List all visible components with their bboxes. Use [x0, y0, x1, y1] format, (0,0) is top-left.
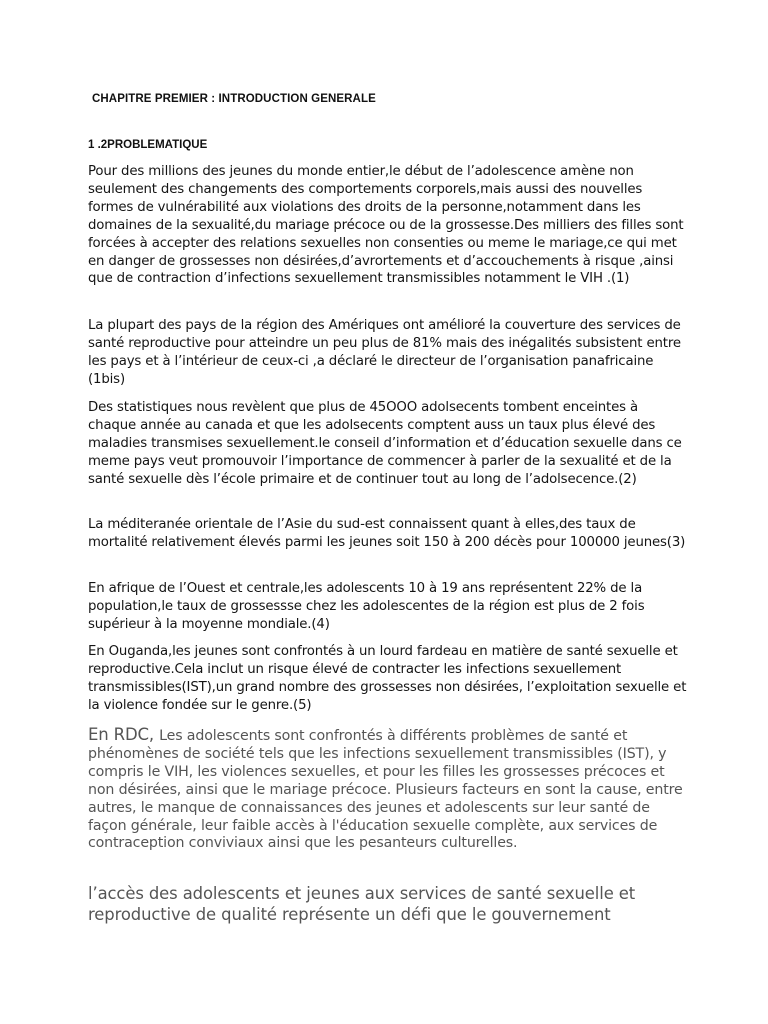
section-title: 1 .2PROBLEMATIQUE	[88, 139, 208, 151]
chapter-title: CHAPITRE PREMIER : INTRODUCTION GENERALE	[92, 93, 376, 105]
paragraph-1: Pour des millions des jeunes du monde entier,le début de l’adolescence amène non seulement des changements des comportements corporels,mais aussi des nouvelles formes de vulnérabilité aux violations des droits de la personne,notamment dans les domaines de la sexualité,du mariage précoce ou de la grossesse.Des milliers des filles sont forcées à accepter des relations sexuelles non consenties ou meme le mariage,ce qui met en danger de grossesses non désirées,d’avrortements et d’accouchements à risque ,ainsi que de contraction d’infections sexuellement transmissibles notamment le VIH .(1)	[88, 164, 684, 287]
rdc-lead: En RDC,	[88, 725, 160, 744]
paragraph-last: l’accès des adolescents et jeunes aux services de santé sexuelle et reproductive de qualité représente un défi que le gouvernement	[88, 884, 636, 924]
paragraph-4: La méditeranée orientale de l’Asie du sud-est connaissent quant à elles,des taux de mortalité relativement élevés parmi les jeunes soit 150 à 200 décès pour 100000 jeunes(3)	[88, 517, 686, 550]
paragraph-6: En Ouganda,les jeunes sont confrontés à un lourd fardeau en matière de santé sexuelle et reproductive.Cela inclut un risque élevé de contracter les infections sexuellement transmissibles(IST),un grand nombre des grossesses non désirées, l’exploitation sexuelle et la violence fondée sur le genre.(5)	[88, 644, 687, 713]
paragraph-2: La plupart des pays de la région des Amériques ont amélioré la couverture des services de santé reproductive pour atteindre un peu plus de 81% mais des inégalités subsistent entre les pays et à l’intérieur de ceux-ci ,a déclaré le directeur de l’organisation panafricaine (1bis)	[88, 318, 681, 387]
paragraph-5: En afrique de l’Ouest et centrale,les adolescents 10 à 19 ans représentent 22% de la population,le taux de grossessse chez les adolescentes de la région est plus de 2 fois supérieur à la moyenne mondiale.(4)	[88, 581, 645, 632]
paragraph-3: Des statistiques nous revèlent que plus de 45OOO adolsecents tombent enceintes à chaque année au canada et que les adolsecents comptent auss un taux plus élevé des maladies transmises sexuellement.le conseil d’information et d’éducation sexuelle dans ce meme pays veut promouvoir l’importance de commencer à parler de la sexualité et de la santé sexuelle dès l’école primaire et de continuer tout au long de l’adolsecence.(2)	[88, 400, 682, 487]
rdc-text: Les adolescents sont confrontés à différents problèmes de santé et phénomènes de société tels que les infections sexuellement transmissibles (IST), y compris le VIH, les violences sexuelles, et pour les filles les grossesses précoces et non désirées, ainsi que le mariage précoce. Plusieurs facteurs en sont la cause, entre autres, le manque de connaissances des jeunes et adolescents sur leur santé de façon générale, leur faible accès à l'éducation sexuelle complète, aux services de contraception conviviaux ainsi que les pesanteurs culturelles.	[88, 728, 683, 852]
paragraph-rdc	[88, 726, 692, 853]
